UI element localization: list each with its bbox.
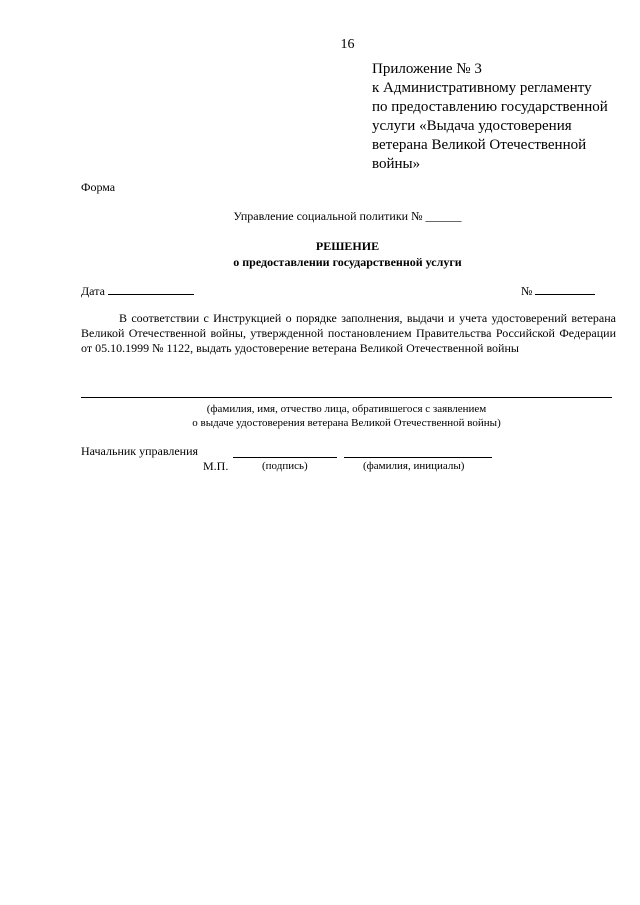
signature-line: [233, 457, 337, 458]
title-main: РЕШЕНИЕ: [315, 239, 380, 253]
signature-caption: (подпись): [262, 460, 308, 472]
authority-line: Управление социальной политики № ______: [233, 209, 462, 223]
decision-body-text: В соответствии с Инструкцией о порядке заполнения, выдачи и учета удостоверений ветерана Великой Отечественной войны, утвержденной постановлением Правительства Российской Федерации от 05.10.1999 № 1122, выдать удостоверение ветерана Великой Отечественной войны: [81, 311, 616, 355]
title-sub: о предоставлении государственной услуги: [233, 255, 462, 269]
caption-line: о выдаче удостоверения ветерана Великой Отечественной войны): [192, 417, 501, 429]
number-label: №: [521, 284, 533, 298]
date-field: [81, 284, 194, 299]
stamp-place-label: М.П.: [203, 459, 229, 473]
chief-label: Начальник управления: [81, 444, 199, 458]
document-title: [0, 238, 640, 270]
initials-caption: (фамилия, инициалы): [363, 460, 465, 472]
number-blank-line: [535, 284, 595, 295]
form-label: Форма: [81, 180, 116, 194]
number-field: [521, 284, 595, 299]
date-blank-line: [108, 284, 194, 295]
appendix-header: [372, 60, 622, 174]
appendix-line: по предоставлению государственной: [372, 99, 608, 115]
appendix-line: Приложение № 3: [372, 61, 482, 77]
appendix-line: ветерана Великой Отечественной: [372, 137, 587, 153]
caption-line: (фамилия, имя, отчество лица, обратившегося с заявлением: [206, 403, 487, 415]
appendix-line: услуги «Выдача удостоверения: [372, 118, 572, 134]
appendix-line: к Административному регламенту: [372, 80, 592, 96]
appendix-line: войны»: [372, 156, 421, 172]
date-label: Дата: [81, 284, 105, 298]
applicant-name-caption: [81, 402, 612, 430]
initials-line: [344, 457, 492, 458]
page-number: 16: [340, 37, 355, 52]
applicant-name-line: [81, 397, 612, 398]
